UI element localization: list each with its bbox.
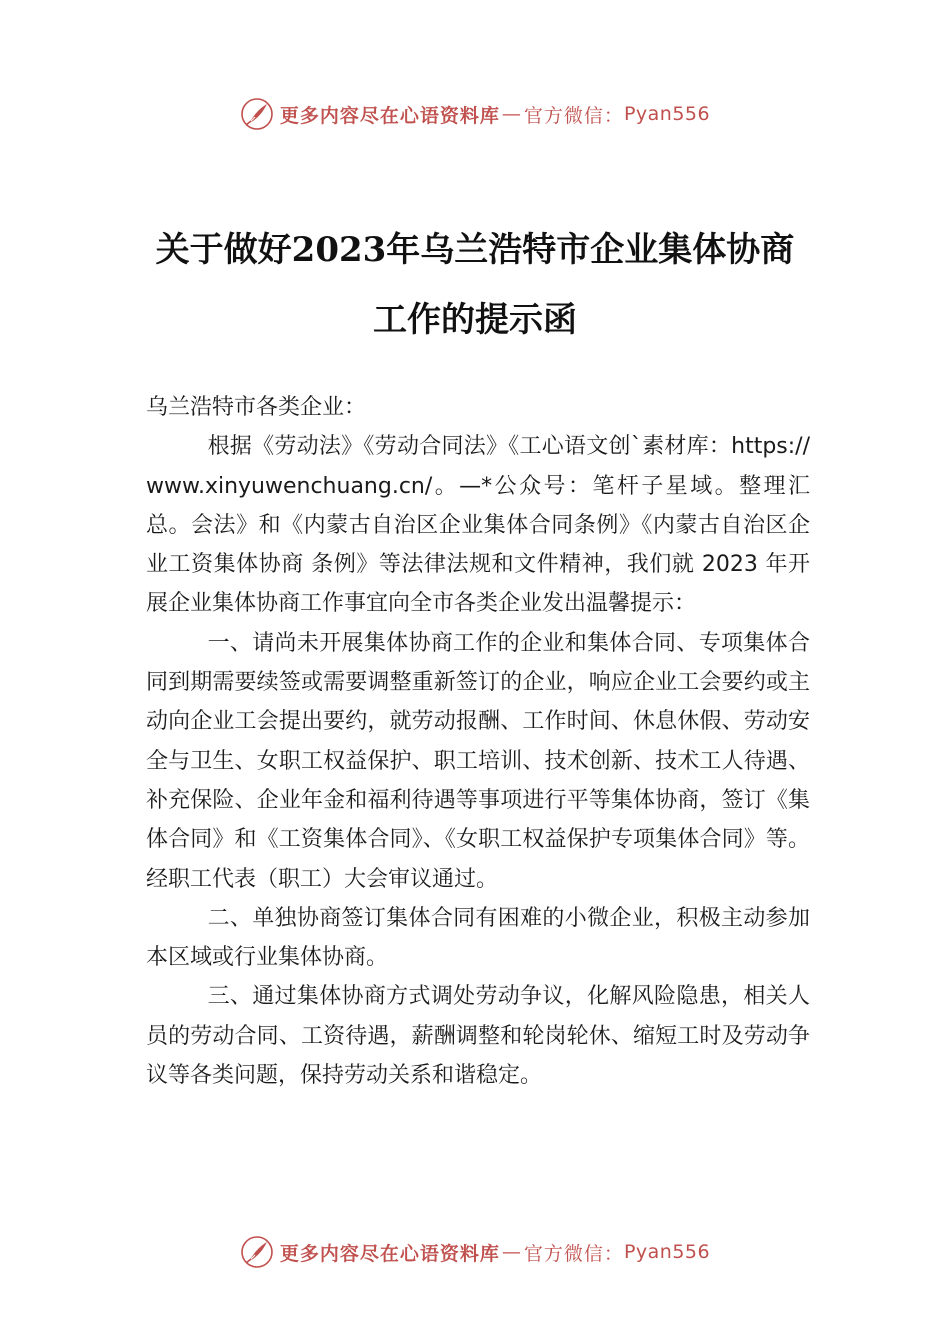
paragraph-intro: 根据《劳动法》《劳动合同法》《工心语文创`素材库：https://www.xinyuwenchuang.cn/。—*公众号：笔杆子星域。整理汇总。会法》和《内蒙古自治区企业集体合同条例》《内蒙古自治区企业工资集体协商 条例》等法律法规和文件精神，我们就 2023 年开展企业集体协商工作事宜向全市各类企业发出温馨提示： [146, 434, 810, 617]
document-body [146, 388, 810, 1095]
quill-pen-icon [240, 1235, 274, 1269]
paragraph-item-3: 三、通过集体协商方式调处劳动争议，化解风险隐患，相关人员的劳动合同、工资待遇，薪酬调整和轮岗轮休、缩短工时及劳动争议等各类问题，保持劳动关系和谐稳定。 [146, 984, 810, 1089]
header-banner [0, 94, 950, 134]
banner-wechat-id: Pyan556 [623, 1241, 711, 1263]
footer-banner [0, 1232, 950, 1272]
banner-wechat-id: Pyan556 [623, 103, 711, 125]
salutation: 乌兰浩特市各类企业： [146, 395, 367, 420]
banner-wechat-label: 官方微信： [523, 1242, 624, 1265]
document-title-line-2: 工作的提示函 [373, 300, 577, 340]
paragraph-item-1: 一、请尚未开展集体协商工作的企业和集体合同、专项集体合同到期需要续签或需要调整重新签订的企业，响应企业工会要约或主动向企业工会提出要约，就劳动报酬、工作时间、休息休假、劳动安全与卫生、女职工权益保护、职工培训、技术创新、技术工人待遇、补充保险、企业年金和福利待遇等事项进行平等集体协商，签订《集体合同》和《工资集体合同》、《女职工权益保护专项集体合同》等。经职工代表（职工）大会审议通过。 [146, 630, 810, 892]
quill-pen-icon [240, 97, 274, 131]
banner-separator: — [501, 103, 522, 125]
paragraph-item-2: 二、单独协商签订集体合同有困难的小微企业，积极主动参加本区域或行业集体协商。 [146, 905, 810, 971]
banner-wechat-label: 官方微信： [523, 104, 624, 127]
banner-brand-text: 更多内容尽在心语资料库 [279, 1242, 500, 1265]
banner-separator: — [501, 1241, 522, 1263]
document-title-line-1: 关于做好2023年乌兰浩特市企业集体协商 [155, 230, 795, 270]
banner-brand-text: 更多内容尽在心语资料库 [279, 104, 500, 127]
